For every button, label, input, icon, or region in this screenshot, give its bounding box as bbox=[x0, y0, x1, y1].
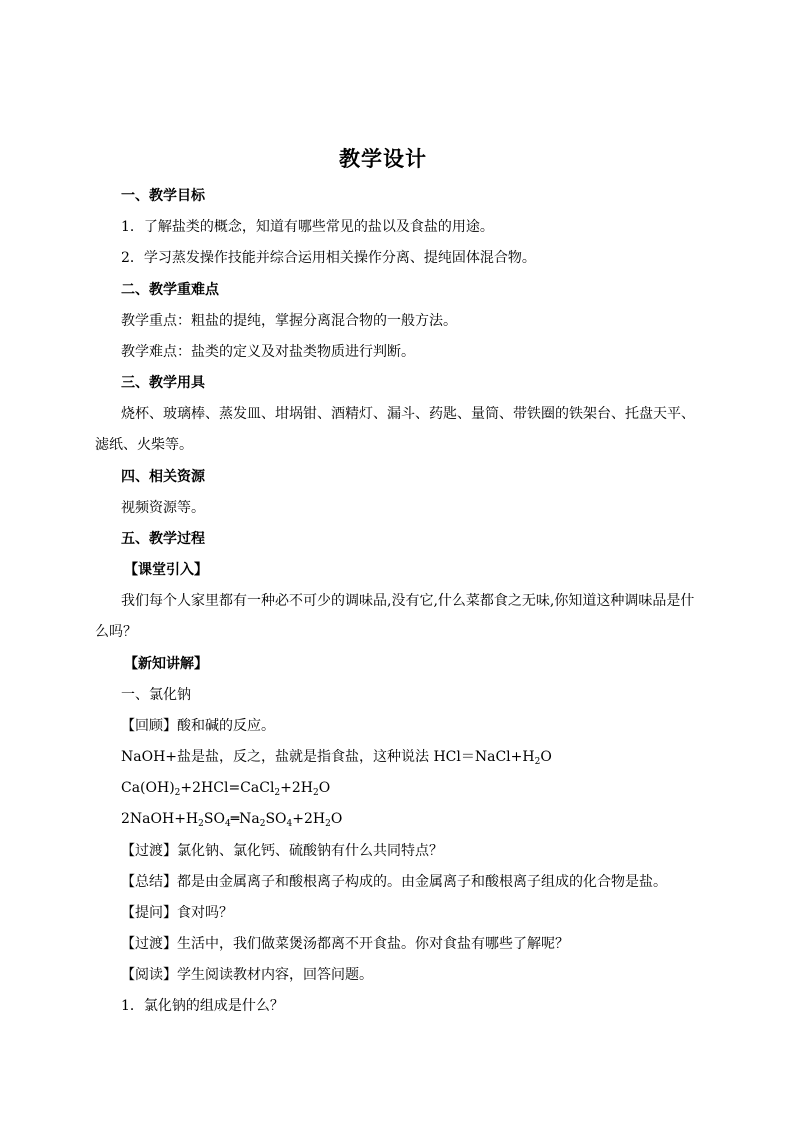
transition-1: 【过渡】氯化钠、氯化钙、硫酸钠有什么共同特点？ bbox=[121, 843, 443, 859]
key-point: 教学重点：粗盐的提纯，掌握分离混合物的一般方法。 bbox=[121, 313, 457, 329]
equation-2 bbox=[121, 779, 330, 797]
resources-text: 视频资源等。 bbox=[121, 500, 205, 516]
tools-line-2: 滤纸、火柴等。 bbox=[95, 437, 193, 453]
question-1: 1．氯化钠的组成是什么？ bbox=[121, 998, 284, 1014]
tools-line-1: 烧杯、玻璃棒、蒸发皿、坩埚钳、酒精灯、漏斗、药匙、量筒、带铁圈的铁架台、托盘天平、 bbox=[121, 406, 695, 422]
intro-line-2: 么吗？ bbox=[95, 624, 137, 640]
intro-heading: 【课堂引入】 bbox=[124, 562, 208, 578]
sub-heading-sodium-chloride: 一、氯化钠 bbox=[121, 687, 191, 703]
equation-3-part-e: +2H bbox=[292, 811, 326, 827]
document-title: 教学设计 bbox=[339, 146, 427, 171]
intro-line-1: 我们每个人家里都有一种必不可少的调味品,没有它,什么菜都食之无味,你知道这种调味品是什 bbox=[121, 593, 695, 609]
resources-heading: 四、相关资源 bbox=[121, 469, 205, 485]
transition-2: 【过渡】生活中，我们做菜煲汤都离不开食盐。你对食盐有哪些了解呢？ bbox=[121, 936, 569, 952]
objective-1: 1．了解盐类的概念，知道有哪些常见的盐以及食盐的用途。 bbox=[121, 219, 494, 235]
equation-3-sub-1: 2 bbox=[198, 819, 204, 829]
new-knowledge-heading: 【新知讲解】 bbox=[124, 656, 208, 672]
equation-2-sub-3: 2 bbox=[313, 788, 319, 798]
equation-3-part-f: O bbox=[330, 811, 343, 827]
summary-line: 【总结】都是由金属离子和酸根离子构成的。由金属离子和酸根离子组成的化合物是盐。 bbox=[121, 874, 667, 890]
equation-2-part-c: +2H bbox=[280, 780, 314, 796]
equation-3-part-c: ═Na bbox=[230, 811, 260, 827]
equation-1-text: NaOH+盐是盐，反之，盐就是指食盐，这种说法 HCl＝NaCl+H bbox=[121, 749, 535, 765]
equation-3-sub-2: 4 bbox=[224, 819, 231, 829]
equation-2-part-d: O bbox=[318, 780, 331, 796]
equation-3-part-d: SO bbox=[265, 811, 287, 827]
equation-3-sub-3: 2 bbox=[259, 819, 266, 829]
question-line: 【提问】食对吗？ bbox=[121, 905, 233, 921]
equation-3-sub-4: 4 bbox=[286, 819, 293, 829]
equation-3-sub-5: 2 bbox=[325, 819, 331, 829]
objective-2: 2．学习蒸发操作技能并综合运用相关操作分离、提纯固体混合物。 bbox=[121, 250, 536, 266]
equation-3-part-a: 2NaOH+H bbox=[121, 811, 199, 827]
equation-2-part-a: Ca(OH) bbox=[121, 780, 175, 796]
tools-heading: 三、教学用具 bbox=[121, 375, 205, 391]
reading-line: 【阅读】学生阅读教材内容，回答问题。 bbox=[121, 967, 373, 983]
equation-3-part-b: SO bbox=[203, 811, 225, 827]
difficult-point: 教学难点：盐类的定义及对盐类物质进行判断。 bbox=[121, 344, 415, 360]
equation-2-sub-2: 2 bbox=[274, 788, 281, 798]
equation-1-tail: O bbox=[540, 749, 552, 765]
equation-2-part-b: +2HCl=CaCl bbox=[180, 780, 275, 796]
key-points-heading: 二、教学重难点 bbox=[121, 282, 219, 298]
equation-3 bbox=[121, 810, 342, 828]
review-line: 【回顾】酸和碱的反应。 bbox=[121, 718, 275, 734]
objectives-heading: 一、教学目标 bbox=[121, 188, 205, 204]
equation-1-subscript: 2 bbox=[534, 757, 541, 767]
process-heading: 五、教学过程 bbox=[121, 531, 205, 547]
equation-1 bbox=[121, 748, 552, 766]
equation-2-sub-1: 2 bbox=[174, 788, 181, 798]
